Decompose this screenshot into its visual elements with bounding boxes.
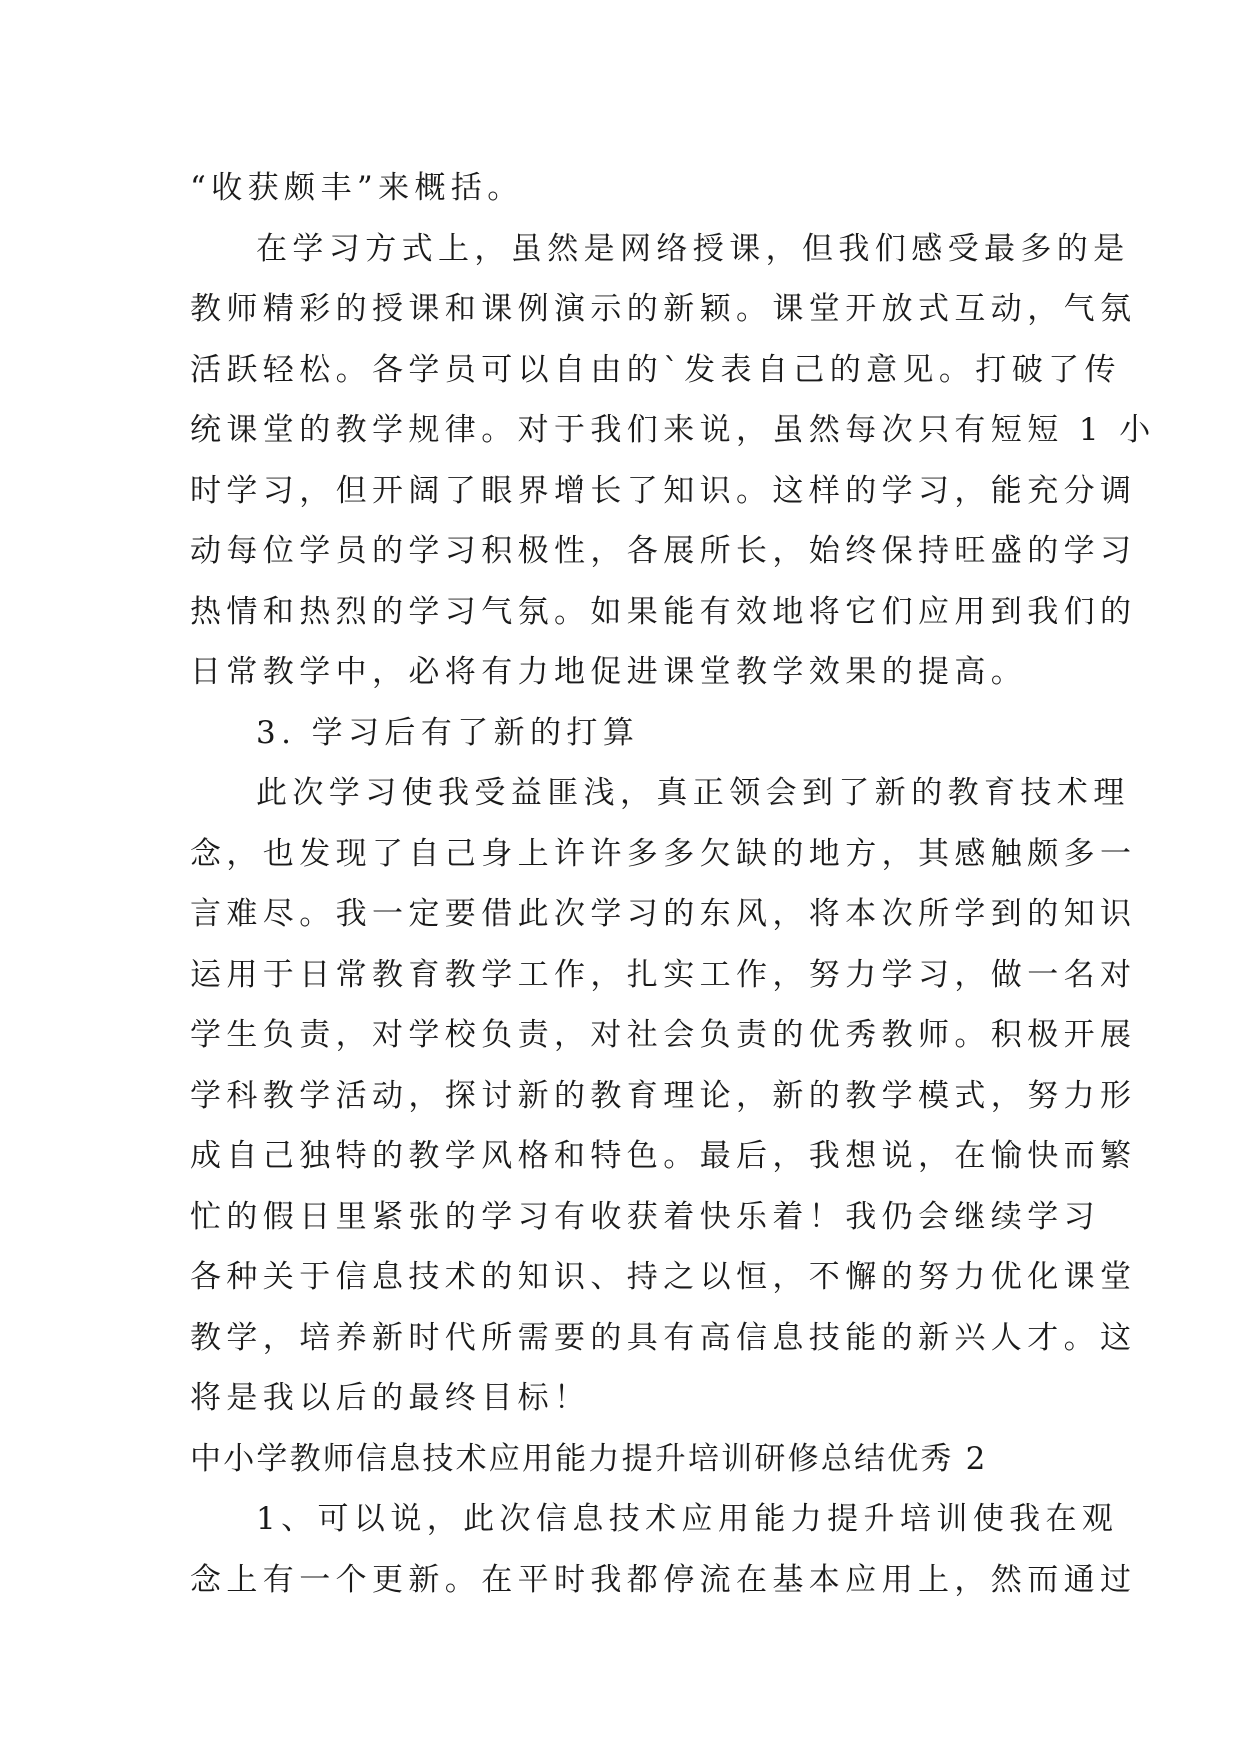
paragraph-line-1: “收获颇丰”来概括。 <box>190 170 524 206</box>
paragraph-line-9: 日常教学中，必将有力地促进课堂教学效果的提高。 <box>190 654 1028 690</box>
paragraph-line-23: 1、可以说，此次信息技术应用能力提升培训使我在观 <box>256 1501 1119 1537</box>
paragraph-line-21: 将是我以后的最终目标！ <box>190 1380 591 1416</box>
paragraph-line-16: 学科教学活动，探讨新的教育理论，新的教学模式，努力形 <box>190 1077 1137 1114</box>
paragraph-line-19: 各种关于信息技术的知识、持之以恒，不懈的努力优化课堂 <box>190 1259 1137 1295</box>
paragraph-line-6: 时学习，但开阔了眼界增长了知识。这样的学习，能充分调 <box>190 472 1137 509</box>
paragraph-line-8: 热情和热烈的学习气氛。如果能有效地将它们应用到我们的 <box>190 593 1137 630</box>
paragraph-line-4: 活跃轻松。各学员可以自由的`发表自己的意见。打破了传 <box>190 351 1121 388</box>
paragraph-line-3: 教师精彩的授课和课例演示的新颖。课堂开放式互动，气氛 <box>190 291 1137 327</box>
paragraph-line-12: 念，也发现了自己身上许许多多欠缺的地方，其感触颇多一 <box>190 835 1137 872</box>
paragraph-line-14: 运用于日常教育教学工作，扎实工作，努力学习，做一名对 <box>190 956 1137 993</box>
document-body <box>190 158 1156 1610</box>
section-heading: 3. 学习后有了新的打算 <box>256 714 640 751</box>
paragraph-line-20: 教学，培养新时代所需要的具有高信息技能的新兴人才。这 <box>190 1319 1137 1356</box>
paragraph-line-18: 忙的假日里紧张的学习有收获着快乐着！我仍会继续学习 <box>190 1198 1100 1235</box>
paragraph-line-17: 成自己独特的教学风格和特色。最后，我想说，在愉快而繁 <box>190 1138 1137 1174</box>
paragraph-line-5: 统课堂的教学规律。对于我们来说，虽然每次只有短短 1 小 <box>190 412 1156 448</box>
paragraph-line-2: 在学习方式上，虽然是网络授课，但我们感受最多的是 <box>256 230 1130 267</box>
paragraph-line-15: 学生负责，对学校负责，对社会负责的优秀教师。积极开展 <box>190 1017 1137 1053</box>
paragraph-line-24: 念上有一个更新。在平时我都停流在基本应用上，然而通过 <box>190 1561 1137 1598</box>
paragraph-line-7: 动每位学员的学习积极性，各展所长，始终保持旺盛的学习 <box>190 533 1137 569</box>
paragraph-line-11: 此次学习使我受益匪浅，真正领会到了新的教育技术理 <box>256 775 1130 811</box>
paragraph-line-13: 言难尽。我一定要借此次学习的东风，将本次所学到的知识 <box>190 896 1137 932</box>
article-title: 中小学教师信息技术应用能力提升培训研修总结优秀 2 <box>190 1440 988 1477</box>
